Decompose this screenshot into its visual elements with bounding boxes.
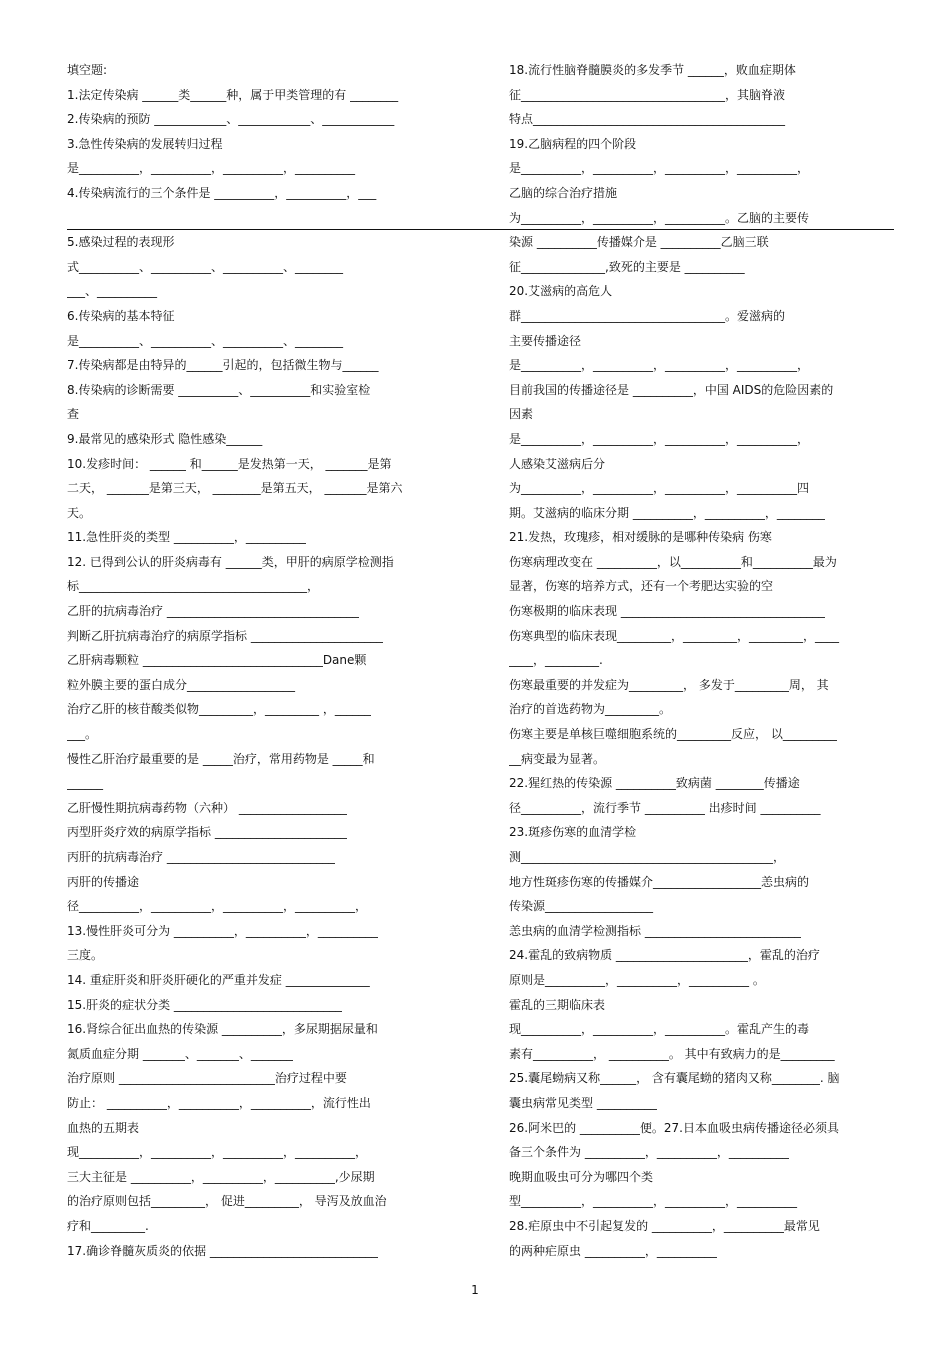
left-text-line: 15.肝炎的症状分类 ____________________________ xyxy=(67,997,342,1012)
left-text-line: 16.肾综合征出血热的传染源 __________，多尿期据尿量和 xyxy=(67,1022,378,1037)
right-text-line: 21.发热，玫瑰疹，相对缓脉的是哪种传染病 伤寒 xyxy=(509,530,772,545)
left-text-line: 治疗原则 __________________________治疗过程中要 xyxy=(67,1071,347,1086)
right-text-line: 25.囊尾蚴病又称______， 含有囊尾蚴的猪肉又称________. 脑 xyxy=(509,1071,840,1086)
right-text-line: 22.猩红热的传染源 __________致病菌 ________传播途 xyxy=(509,776,800,791)
right-text-line: 伤寒主要是单核巨噬细胞系统的_________反应， 以_________ xyxy=(509,727,837,742)
left-text-line: ______ xyxy=(67,776,103,791)
left-text-line: ___、__________ xyxy=(67,284,158,299)
left-text-line: 治疗乙肝的核苷酸类似物_________，_________ ，______ xyxy=(67,702,371,717)
right-text-line: 是__________，__________，__________，__________， xyxy=(509,358,810,373)
right-text-line: 19.乙脑病程的四个阶段 xyxy=(509,136,637,151)
left-text-line: 填空题: xyxy=(67,63,108,77)
right-text-line: 26.阿米巴的 __________便。27.日本血吸虫病传播途径必须具 xyxy=(509,1120,839,1135)
left-text-line: 7.传染病都是由特异的______引起的，包括微生物与______ xyxy=(67,358,379,373)
left-column xyxy=(67,58,452,1263)
left-text-line: 氮质血症分期 _______、_______、_______ xyxy=(67,1046,293,1061)
right-text-line: 伤寒典型的临床表现_________，_________，_________，____ xyxy=(509,628,840,643)
right-text-line: 主要传播途径 xyxy=(509,333,582,348)
right-text-line: 为__________，__________，__________，__________四 xyxy=(509,481,810,496)
right-text-line: 征______________,致死的主要是 __________ xyxy=(509,259,745,274)
right-text-line: 恙虫病的血清学检测指标 __________________________ xyxy=(509,923,801,938)
left-text-line: 血热的五期表 xyxy=(67,1120,140,1135)
right-text-line: 传染源__________________ xyxy=(509,899,654,914)
left-text-line: 判断乙肝抗病毒治疗的病原学指标 ______________________ xyxy=(67,628,383,643)
left-text-line: 现__________，__________，__________，__________， xyxy=(67,1145,368,1160)
right-text-line: 乙脑的综合治疗措施 xyxy=(509,185,618,200)
left-text-line: 是__________、__________、__________、________ xyxy=(67,333,344,348)
left-text-line: 9.最常见的感染形式 隐性感染______ xyxy=(67,431,263,446)
left-text-line: 天。 xyxy=(67,505,92,520)
right-text-line: 染源 __________传播媒介是 __________乙脑三联 xyxy=(509,235,769,250)
right-column xyxy=(509,58,894,1263)
left-text-line: 13.慢性肝炎可分为 __________，__________，__________ xyxy=(67,923,378,938)
right-text-line: 20.艾滋病的高危人 xyxy=(509,284,613,299)
left-text-line: 丙型肝炎疗效的病原学指标 ______________________ xyxy=(67,825,347,840)
left-text-line: 二天， _______是第三天， ________是第五天， _______是第六 xyxy=(67,481,403,496)
left-text-line: 查 xyxy=(67,407,80,422)
left-text-line: 粒外膜主要的蛋白成分__________________ xyxy=(67,677,296,692)
right-text-line: 型__________，__________，__________，__________ xyxy=(509,1194,798,1209)
right-text-line: 测__________________________________________， xyxy=(509,850,786,864)
left-text-line: 丙肝的抗病毒治疗 ____________________________ xyxy=(67,850,335,864)
left-text-line: 防止： __________，__________，__________，流行性出 xyxy=(67,1095,371,1110)
left-text-line: 1.法定传染病 ______类______种，属于甲类管理的有 ________ xyxy=(67,87,399,102)
left-text-line: 的治疗原则包括_________， 促进_________， 导泻及放血治 xyxy=(67,1194,387,1209)
right-text-line: 是__________，__________，__________，__________， xyxy=(509,431,810,446)
right-text-line: 备三个条件为 __________，__________，__________ xyxy=(509,1145,789,1160)
left-text-line: 三度。 xyxy=(67,948,104,963)
right-text-line: 伤寒最重要的并发症为_________， 多发于_________周， 其 xyxy=(509,677,829,692)
left-text-line: 11.急性肝炎的类型 __________，__________ xyxy=(67,530,306,545)
right-text-line: 23.斑疹伤寒的血清学检 xyxy=(509,825,637,840)
right-text-line: 的两种疟原虫 __________，__________ xyxy=(509,1243,717,1258)
left-text-line: 8.传染病的诊断需要 __________、__________和实验室检 xyxy=(67,382,371,397)
right-text-line: 期。艾滋病的临床分期 __________，__________，________ xyxy=(509,505,825,520)
right-text-line: 目前我国的传播途径是 __________，中国 AIDS的危险因素的 xyxy=(509,382,834,397)
right-text-line: 晚期血吸虫可分为哪四个类 xyxy=(509,1169,654,1184)
left-text-line: 径__________，__________，__________，__________， xyxy=(67,899,368,914)
right-text-line: 治疗的首选药物为_________。 xyxy=(509,702,672,717)
right-text-line: 为__________，__________，__________。乙脑的主要传 xyxy=(509,210,810,225)
left-text-line: 慢性乙肝治疗最重要的是 _____治疗，常用药物是 _____和 xyxy=(67,751,375,766)
page-number: 1 xyxy=(471,1283,479,1297)
left-text-line: 6.传染病的基本特征 xyxy=(67,308,175,323)
left-text-line: 式__________、__________、__________、________ xyxy=(67,259,344,274)
left-text-line: 疗和_________. xyxy=(67,1218,149,1233)
right-text-line: 是__________，__________，__________，__________， xyxy=(509,161,810,176)
right-text-line: 径__________，流行季节 __________ 出疹时间 __________ xyxy=(509,800,821,815)
right-text-line: 群__________________________________。爱滋病的 xyxy=(509,308,786,323)
right-text-line: __病变最为显著。 xyxy=(509,751,606,766)
left-text-line: 是__________，__________，__________，__________ xyxy=(67,161,356,176)
right-text-line: 18.流行性脑脊髓膜炎的多发季节 ______，败血症期体 xyxy=(509,63,796,77)
left-text-line: 12. 已得到公认的肝炎病毒有 ______类，甲肝的病原学检测指 xyxy=(67,554,394,569)
left-text-line: 10.发疹时间： ______ 和______是发热第一天， _______是第 xyxy=(67,456,392,471)
right-text-line: 28.疟原虫中不引起复发的 __________，__________最常见 xyxy=(509,1218,820,1233)
left-text-line: ___。 xyxy=(67,727,98,742)
right-text-line: 因素 xyxy=(509,407,534,422)
left-text-line: 2.传染病的预防 ____________、____________、____________ xyxy=(67,112,395,127)
right-text-line: 囊虫病常见类型 __________ xyxy=(509,1095,657,1110)
right-text-line: ____，_________. xyxy=(509,653,603,668)
right-text-line: 原则是__________，__________，__________ 。 xyxy=(509,972,765,987)
right-text-line: 地方性斑疹伤寒的传播媒介__________________恙虫病的 xyxy=(509,874,810,889)
right-text-line: 特点__________________________________________ xyxy=(509,112,786,127)
right-text-line: 伤寒病理改变在 __________，以__________和__________最为 xyxy=(509,554,837,569)
left-text-line: 4.传染病流行的三个条件是 __________，__________，___ xyxy=(67,185,377,200)
left-text-line: 14. 重症肝炎和肝炎肝硬化的严重并发症 ______________ xyxy=(67,972,370,987)
left-text-line: 乙肝慢性期抗病毒药物（六种） __________________ xyxy=(67,800,347,815)
right-text-line: 人感染艾滋病后分 xyxy=(509,456,606,471)
left-text-line: 3.急性传染病的发展转归过程 xyxy=(67,136,223,151)
left-text-line: 5.感染过程的表现形 xyxy=(67,235,175,250)
left-text-line: 三大主征是 __________，__________，__________,少尿期 xyxy=(67,1169,375,1184)
right-text-line: 霍乱的三期临床表 xyxy=(509,997,606,1012)
right-text-line: 素有__________， __________。 其中有致病力的是_________ xyxy=(509,1046,835,1061)
left-text-line: 17.确诊脊髓灰质炎的依据 ____________________________ xyxy=(67,1243,378,1258)
right-text-line: 显著，伤寒的培养方式，还有一个考肥达实验的空 xyxy=(509,579,774,594)
right-text-line: 伤寒极期的临床表现 __________________________________ xyxy=(509,604,825,619)
right-text-line: 现__________，__________，__________。霍乱产生的毒 xyxy=(509,1022,810,1037)
right-text-line: 征__________________________________，其脑脊液 xyxy=(509,87,786,102)
left-text-line: 乙肝病毒颗粒 ______________________________Dane颗 xyxy=(67,653,367,668)
section-divider xyxy=(67,229,894,230)
left-text-line xyxy=(67,206,452,231)
left-text-line: 丙肝的传播途 xyxy=(67,874,140,889)
right-text-line: 24.霍乱的致病物质 ______________________，霍乱的治疗 xyxy=(509,948,820,963)
left-text-line: 乙肝的抗病毒治疗 ________________________________ xyxy=(67,604,359,619)
left-text-line: 标______________________________________， xyxy=(67,579,320,594)
